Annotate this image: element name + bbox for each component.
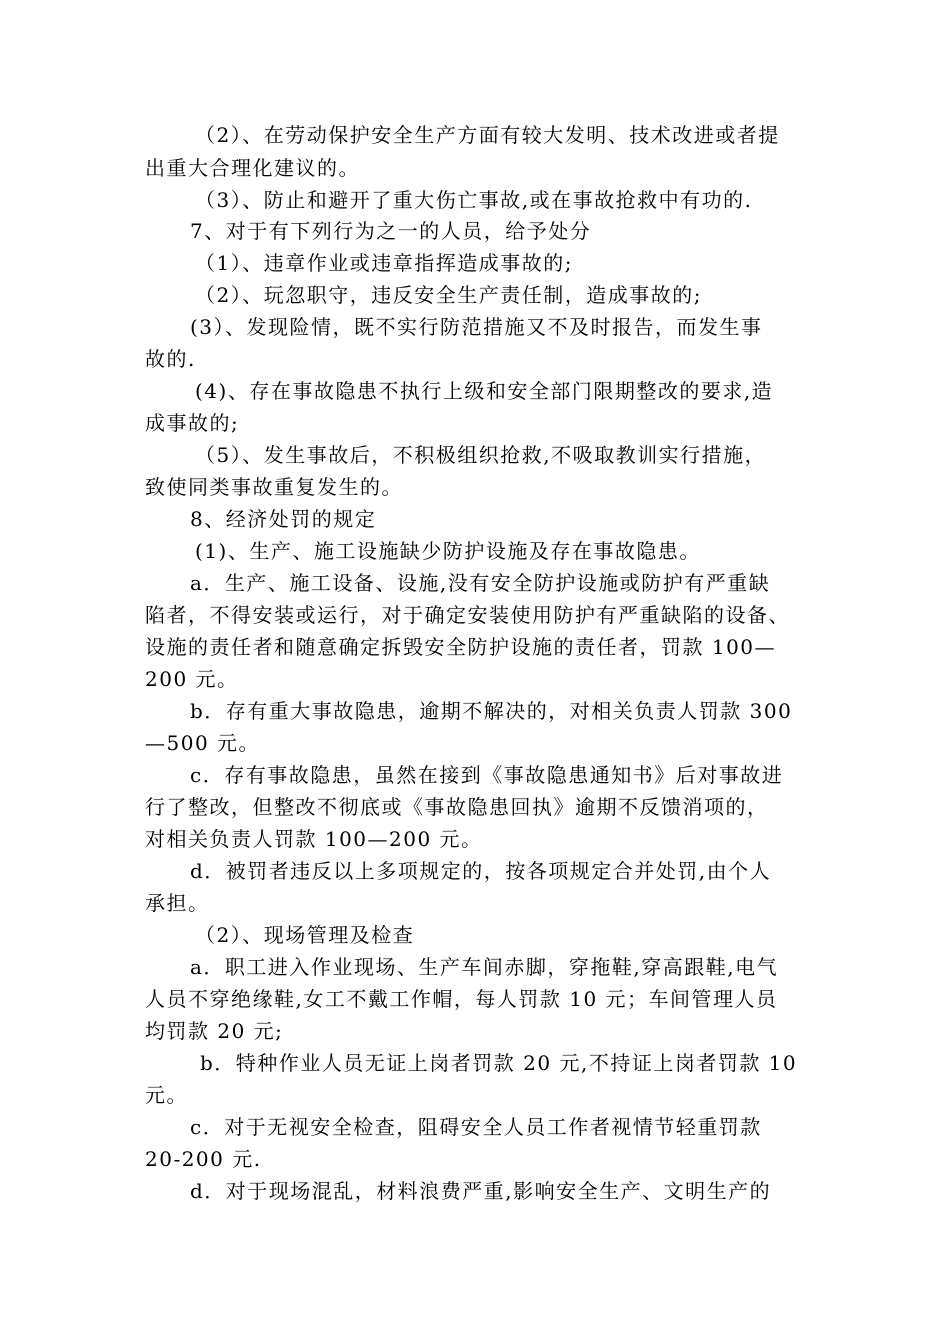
text-line: b．存有重大事故隐患，逾期不解决的，对相关负责人罚款 300	[190, 699, 793, 723]
text-line: (1)、生产、施工设施缺少防护设施及存在事故隐患。	[195, 539, 701, 563]
text-line: （1）、违章作业或违章指挥造成事故的;	[195, 251, 573, 275]
text-line: 故的.	[145, 347, 196, 371]
text-line: 致使同类事故重复发生的。	[145, 475, 403, 499]
text-line: c．存有事故隐患，虽然在接到《事故隐患通知书》后对事故进	[190, 763, 784, 787]
text-line: 设施的责任者和随意确定拆毁安全防护设施的责任者，罚款 100—	[145, 635, 777, 659]
text-line: b．特种作业人员无证上岗者罚款 20 元,不持证上岗者罚款 10	[200, 1051, 798, 1075]
text-line: —500 元。	[145, 731, 261, 755]
text-line: c．对于无视安全检查，阻碍安全人员工作者视情节轻重罚款	[190, 1115, 762, 1139]
text-line: a．生产、施工设备、设施,没有安全防护设施或防护有严重缺	[190, 571, 771, 595]
text-line: (4)、存在事故隐患不执行上级和安全部门限期整改的要求,造	[195, 379, 774, 403]
text-line: 人员不穿绝缘鞋,女工不戴工作帽，每人罚款 10 元；车间管理人员	[145, 987, 778, 1011]
text-line: （2）、现场管理及检查	[195, 923, 415, 947]
text-line: 20-200 元.	[145, 1147, 262, 1171]
text-line: d．对于现场混乱，材料浪费严重,影响安全生产、文明生产的	[190, 1179, 772, 1203]
text-line: 出重大合理化建议的。	[145, 156, 360, 180]
text-line: （2）、在劳动保护安全生产方面有较大发明、技术改进或者提	[195, 123, 780, 147]
text-line: 7、对于有下列行为之一的人员，给予处分	[190, 219, 592, 243]
text-line: 行了整改，但整改不彻底或《事故隐患回执》逾期不反馈消项的，	[145, 795, 769, 819]
text-line: a．职工进入作业现场、生产车间赤脚，穿拖鞋,穿高跟鞋,电气	[190, 955, 779, 979]
text-line: 成事故的;	[145, 411, 240, 435]
text-line: （3）、防止和避开了重大伤亡事故,或在事故抢救中有功的.	[195, 188, 753, 212]
text-line: （5）、发生事故后，不积极组织抢救,不吸取教训实行措施，	[195, 443, 767, 467]
text-line: 元。	[145, 1083, 188, 1107]
text-line: 200 元。	[145, 667, 239, 691]
text-line: （2）、玩忽职守，违反安全生产责任制，造成事故的;	[195, 283, 702, 307]
text-line: 陷者，不得安装或运行，对于确定安装使用防护有严重缺陷的设备、	[145, 603, 790, 627]
text-line: 8、经济处罚的规定	[190, 507, 377, 531]
text-line: 对相关负责人罚款 100—200 元。	[145, 827, 483, 851]
text-line: (3）、发现险情，既不实行防范措施又不及时报告，而发生事	[190, 315, 763, 339]
text-line: 均罚款 20 元;	[145, 1019, 284, 1043]
text-line: d．被罚者违反以上多项规定的，按各项规定合并处罚,由个人	[190, 859, 772, 883]
text-line: 承担。	[145, 891, 210, 915]
